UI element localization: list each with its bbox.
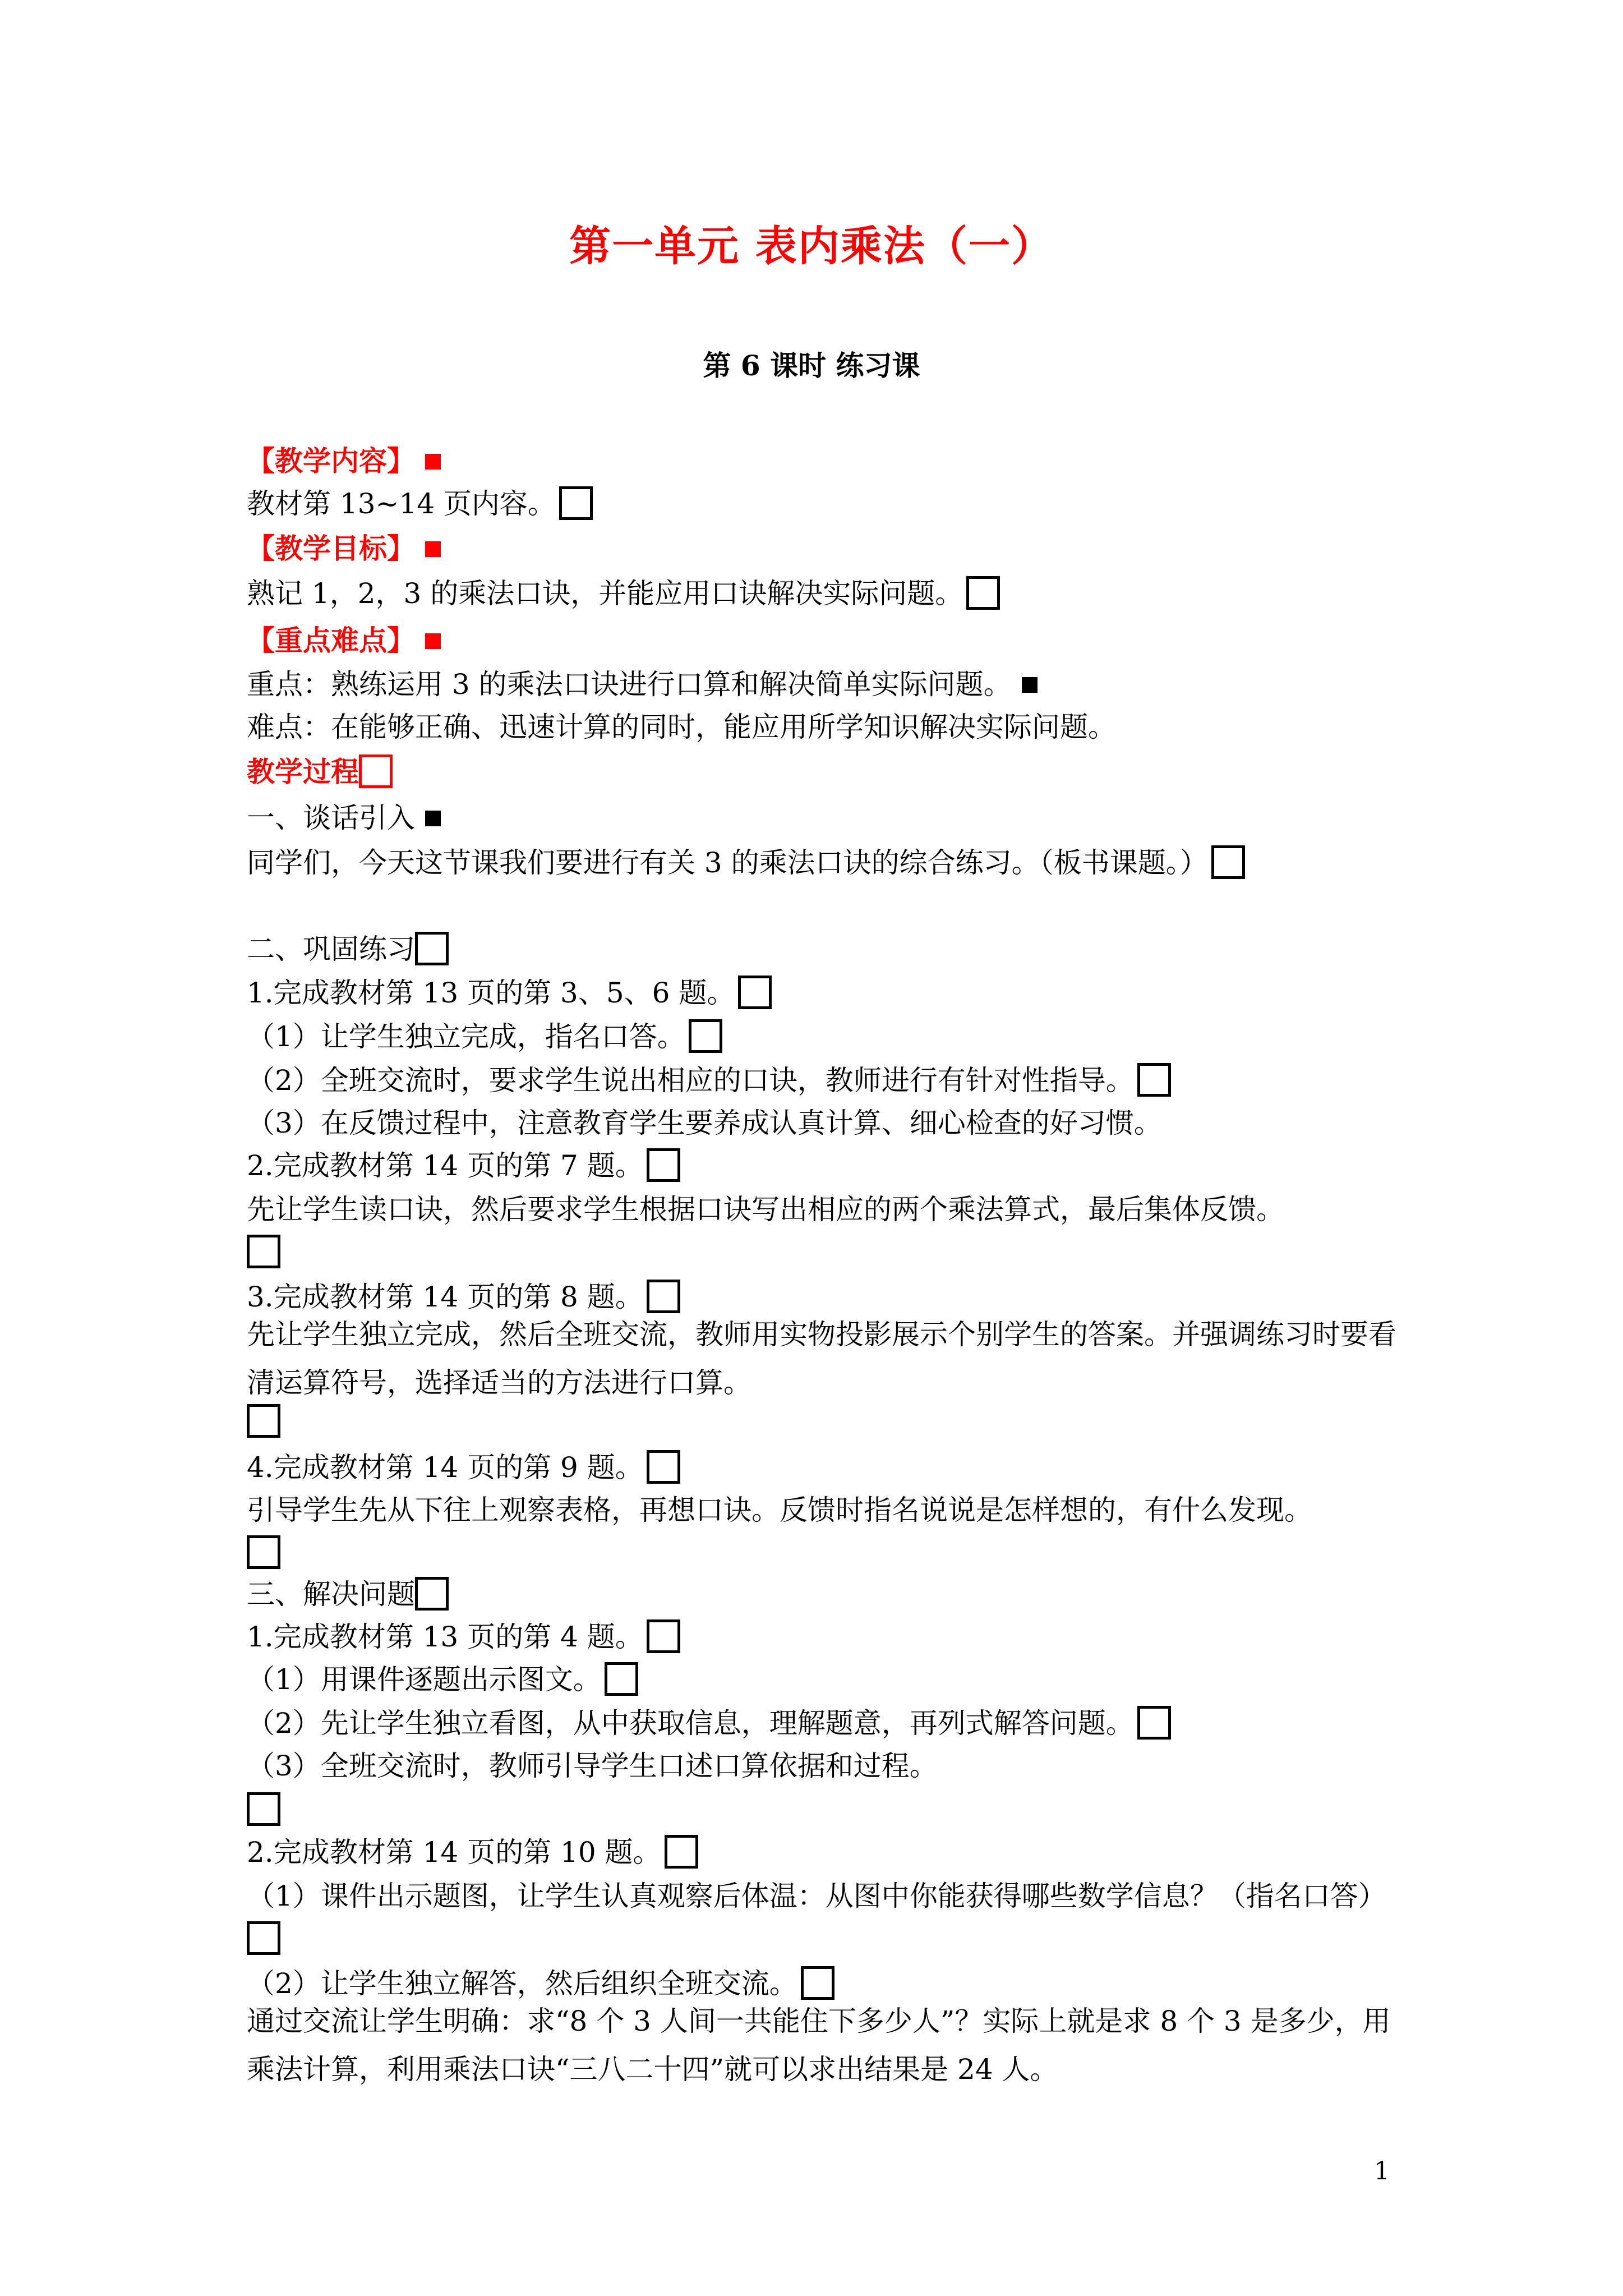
- checkbox-icon: [647, 1148, 680, 1182]
- part3-item2-text-block: [247, 1997, 1413, 2093]
- content-heading-line: [247, 443, 1413, 479]
- part2-item2-text-line: [247, 1191, 1413, 1227]
- content-line: [247, 486, 1413, 522]
- checkbox-line: [247, 1535, 1413, 1571]
- checkbox-icon: [247, 1404, 280, 1438]
- checkbox-icon: [647, 1450, 680, 1484]
- difficult-point: 难点：在能够正确、迅速计算的同时，能应用所学知识解决实际问题。: [247, 711, 1116, 743]
- part2-item1c-line: [247, 1105, 1413, 1141]
- checkbox-line: [247, 1234, 1413, 1270]
- black-square-icon: [425, 811, 441, 826]
- checkbox-line: [247, 1792, 1413, 1828]
- part3-item1a: （1）用课件逐题出示图文。: [247, 1663, 601, 1696]
- part3-item1-line: [247, 1619, 1413, 1655]
- part2-item4-text: 引导学生先从下往上观察表格，再想口诀。反馈时指名说说是怎样想的，有什么发现。: [247, 1494, 1312, 1526]
- goal-text: 熟记 1，2，3 的乘法口诀，并能应用口诀解决实际问题。: [247, 577, 963, 610]
- part1-text-line: [247, 845, 1413, 881]
- goal-line: [247, 576, 1413, 611]
- part2-item4-text-line: [247, 1492, 1413, 1528]
- checkbox-icon: [966, 576, 1000, 610]
- part1-text: 同学们，今天这节课我们要进行有关 3 的乘法口诀的综合练习。（板书课题。）: [247, 846, 1208, 879]
- part2-item3: 3.完成教材第 14 页的第 8 题。: [247, 1281, 643, 1313]
- page-number: 1: [1374, 2157, 1390, 2185]
- part3-item2a-line: [247, 1878, 1413, 1914]
- part2-heading: 二、巩固练习: [247, 933, 415, 965]
- key-heading-line: [247, 623, 1413, 659]
- part3-item1: 1.完成教材第 13 页的第 4 题。: [247, 1621, 643, 1653]
- part3-item2b-line: [247, 1966, 1413, 2001]
- part2-item1a: （1）让学生独立完成，指名口答。: [247, 1020, 685, 1053]
- process-heading-line: [247, 754, 1413, 790]
- red-square-icon: [425, 633, 441, 649]
- checkbox-icon: [559, 486, 593, 520]
- checkbox-icon: [647, 1280, 680, 1313]
- part3-item1b-line: [247, 1705, 1413, 1741]
- checkbox-icon: [738, 976, 772, 1009]
- part2-item3-text: 先让学生独立完成，然后全班交流，教师用实物投影展示个别学生的答案。并强调练习时要看清运算符号，选择适当的方法进行口算。: [247, 1318, 1396, 1399]
- key-heading: 【重点难点】: [247, 624, 415, 657]
- part1-heading-line: [247, 800, 1413, 836]
- key-point-line: [247, 666, 1413, 702]
- checkbox-icon: [415, 1577, 449, 1611]
- part3-item1a-line: [247, 1662, 1413, 1697]
- part3-item2a: （1）课件出示题图，让学生认真观察后体温：从图中你能获得哪些数学信息？（指名口答）: [247, 1880, 1386, 1912]
- part2-item3-line: [247, 1279, 1413, 1315]
- red-checkbox-icon: [359, 754, 393, 788]
- part2-item2: 2.完成教材第 14 页的第 7 题。: [247, 1149, 643, 1182]
- checkbox-icon: [605, 1662, 638, 1696]
- checkbox-icon: [247, 1235, 280, 1268]
- part2-item2-text: 先让学生读口诀，然后要求学生根据口诀写出相应的两个乘法算式，最后集体反馈。: [247, 1193, 1284, 1226]
- part2-item4: 4.完成教材第 14 页的第 9 题。: [247, 1451, 643, 1484]
- part3-heading: 三、解决问题: [247, 1578, 415, 1611]
- content-text: 教材第 13~14 页内容。: [247, 487, 556, 520]
- checkbox-icon: [247, 1792, 280, 1826]
- lesson-subtitle: 第 6 课时 练习课: [703, 349, 920, 382]
- checkbox-icon: [689, 1019, 722, 1053]
- checkbox-icon: [247, 1921, 280, 1955]
- part2-item3-text-block: [247, 1310, 1413, 1407]
- checkbox-icon: [1137, 1706, 1171, 1740]
- checkbox-icon: [247, 1535, 280, 1569]
- checkbox-icon: [415, 932, 449, 965]
- process-heading: 教学过程: [247, 755, 359, 788]
- checkbox-line: [247, 1921, 1413, 1957]
- part2-item1: 1.完成教材第 13 页的第 3、5、6 题。: [247, 977, 735, 1009]
- part3-heading-line: [247, 1576, 1413, 1612]
- difficult-point-line: [247, 709, 1413, 745]
- unit-title: 第一单元 表内乘法（一）: [569, 222, 1054, 270]
- checkbox-icon: [1211, 845, 1245, 879]
- black-square-icon: [1022, 677, 1038, 693]
- red-square-icon: [425, 541, 441, 557]
- part2-heading-line: [247, 931, 1413, 967]
- part3-item1b: （2）先让学生独立看图，从中获取信息，理解题意，再列式解答问题。: [247, 1707, 1134, 1740]
- goal-heading-line: [247, 531, 1413, 567]
- part3-item2b: （2）让学生独立解答，然后组织全班交流。: [247, 1967, 797, 2000]
- checkbox-icon: [801, 1966, 834, 2000]
- part3-item2-text: 通过交流让学生明确：求“8 个 3 人间一共能住下多少人”？实际上就是求 8 个 3 是多少，用乘法计算，利用乘法口诀“三八二十四”就可以求出结果是 24 人。: [247, 2005, 1391, 2086]
- checkbox-line: [247, 1404, 1413, 1439]
- part2-item1-line: [247, 975, 1413, 1011]
- checkbox-icon: [647, 1619, 680, 1653]
- checkbox-icon: [1137, 1063, 1171, 1097]
- part2-item1b: （2）全班交流时，要求学生说出相应的口诀，教师进行有针对性指导。: [247, 1064, 1134, 1097]
- part3-item1c: （3）全班交流时，教师引导学生口述口算依据和过程。: [247, 1750, 938, 1782]
- content-heading: 【教学内容】: [247, 444, 415, 477]
- part2-item1a-line: [247, 1019, 1413, 1055]
- part1-heading: 一、谈话引入: [247, 802, 415, 834]
- key-point: 重点：熟练运用 3 的乘法口诀进行口算和解决简单实际问题。: [247, 668, 1012, 701]
- part3-item2-line: [247, 1834, 1413, 1870]
- checkbox-icon: [665, 1835, 698, 1869]
- goal-heading: 【教学目标】: [247, 532, 415, 565]
- part2-item1b-line: [247, 1062, 1413, 1098]
- red-square-icon: [425, 454, 441, 470]
- part3-item2: 2.完成教材第 14 页的第 10 题。: [247, 1836, 661, 1869]
- part2-item4-line: [247, 1450, 1413, 1485]
- part3-item1c-line: [247, 1748, 1413, 1784]
- part2-item1c: （3）在反馈过程中，注意教育学生要养成认真计算、细心检查的好习惯。: [247, 1107, 1162, 1139]
- part2-item2-line: [247, 1148, 1413, 1184]
